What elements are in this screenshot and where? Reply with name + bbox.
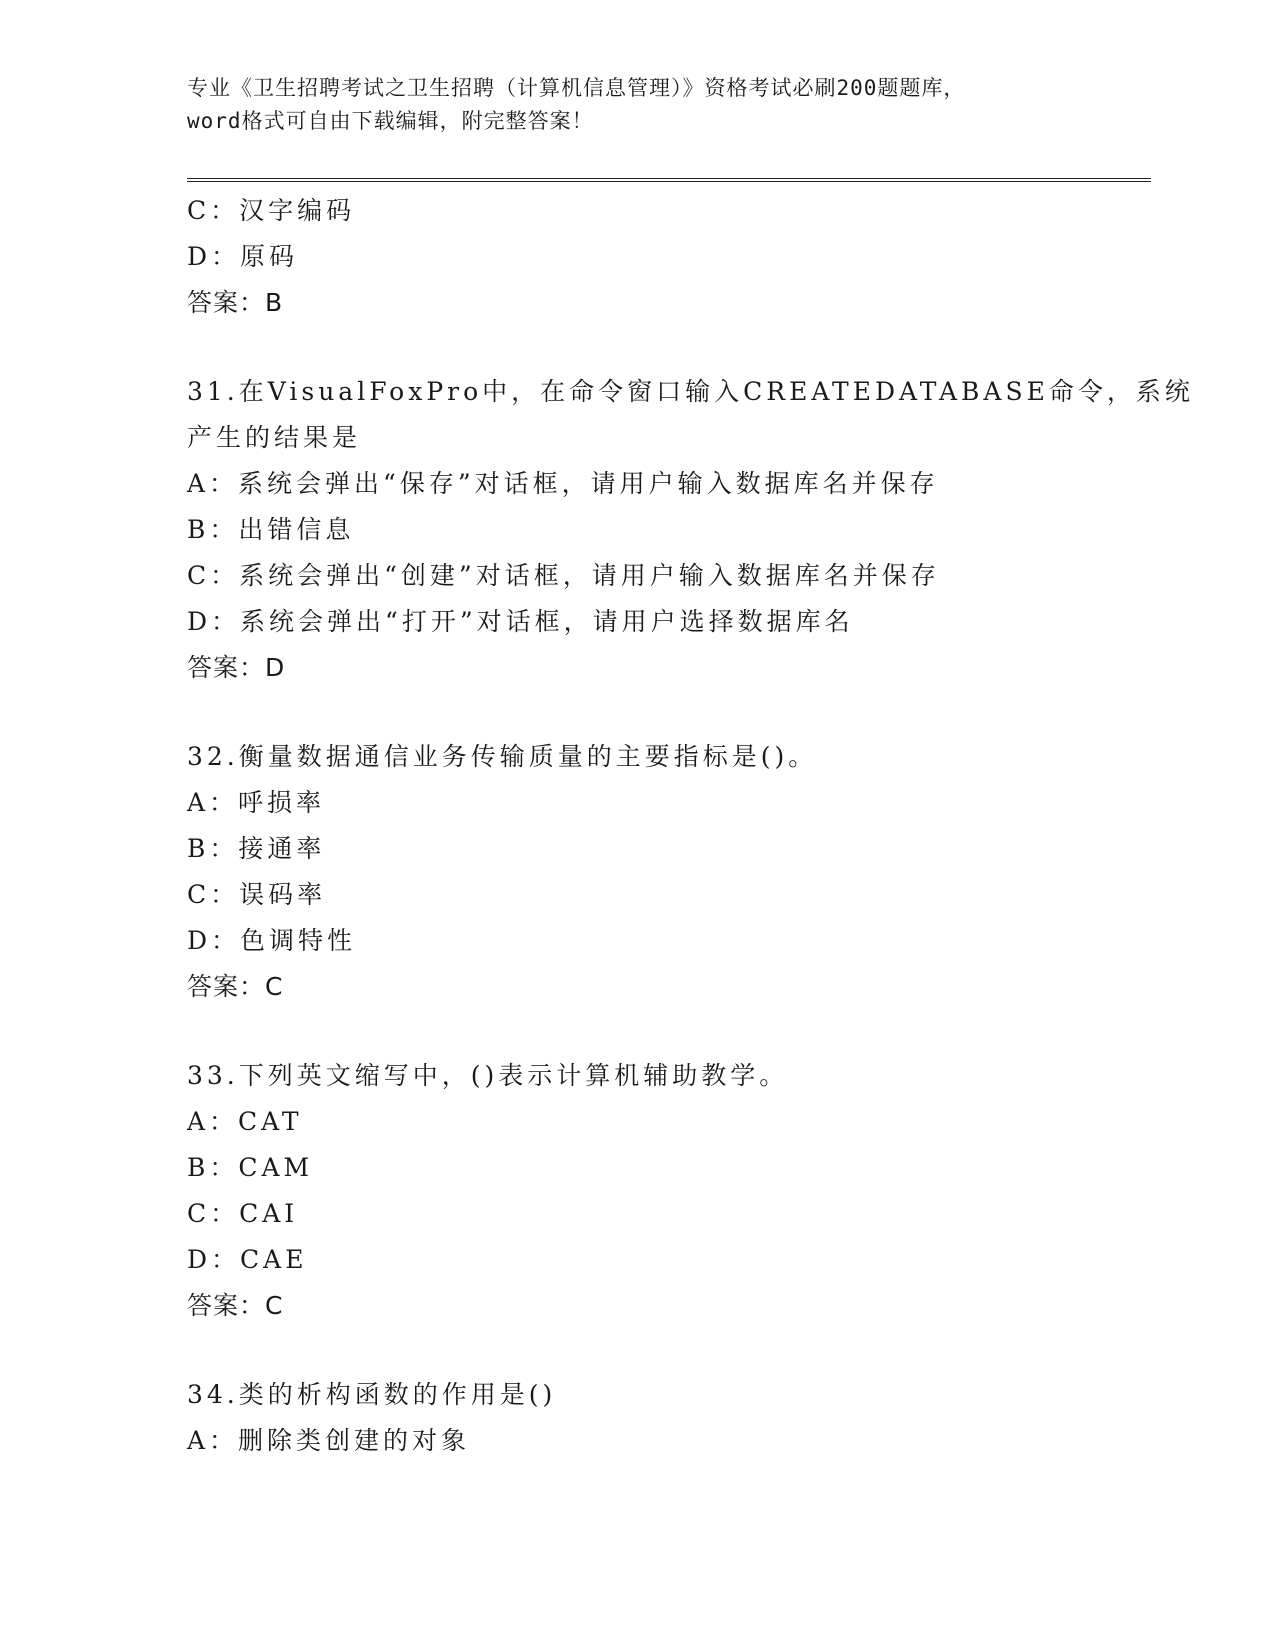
- question-stem-continued: 产生的结果是: [187, 423, 362, 452]
- header-divider: [187, 178, 1151, 182]
- question-stem: 31.在VisualFoxPro中，在命令窗口输入CREATEDATABASE命令，系统: [187, 377, 1194, 406]
- option-b: B：CAM: [187, 1153, 314, 1182]
- header-title-line-2: word格式可自由下载编辑，附完整答案！: [187, 109, 594, 133]
- option-c: C：汉字编码: [187, 196, 356, 225]
- question-30-tail: [187, 188, 1127, 326]
- option-c: C：系统会弹出“创建”对话框，请用户输入数据库名并保存: [187, 561, 940, 590]
- option-c: C：误码率: [187, 880, 327, 909]
- answer-line: 答案：C: [187, 1291, 284, 1320]
- question-34: [187, 1372, 1127, 1464]
- option-a: A：删除类创建的对象: [187, 1426, 471, 1455]
- option-a: A：CAT: [187, 1107, 303, 1136]
- question-stem: 34.类的析构函数的作用是(): [187, 1380, 557, 1409]
- answer-line: 答案：B: [187, 288, 284, 317]
- option-d: D：色调特性: [187, 926, 357, 955]
- option-b: B：接通率: [187, 834, 326, 863]
- question-list: [187, 188, 1194, 1464]
- answer-line: 答案：C: [187, 972, 284, 1001]
- question-stem: 33.下列英文缩写中，()表示计算机辅助教学。: [187, 1061, 789, 1090]
- question-stem: 32.衡量数据通信业务传输质量的主要指标是()。: [187, 742, 818, 771]
- option-c: C：CAI: [187, 1199, 299, 1228]
- question-33: [187, 1053, 1127, 1329]
- answer-line: 答案：D: [187, 653, 286, 682]
- option-d: D：原码: [187, 242, 299, 271]
- option-a: A：系统会弹出“保存”对话框，请用户输入数据库名并保存: [187, 469, 939, 498]
- question-31: [187, 369, 1194, 691]
- question-32: [187, 734, 1127, 1010]
- option-d: D：系统会弹出“打开”对话框，请用户选择数据库名: [187, 607, 854, 636]
- header-title-line-1: 专业《卫生招聘考试之卫生招聘（计算机信息管理）》资格考试必刷200题题库，: [187, 76, 966, 100]
- option-d: D：CAE: [187, 1245, 308, 1274]
- option-b: B：出错信息: [187, 515, 355, 544]
- document-header: [187, 72, 1107, 138]
- option-a: A：呼损率: [187, 788, 326, 817]
